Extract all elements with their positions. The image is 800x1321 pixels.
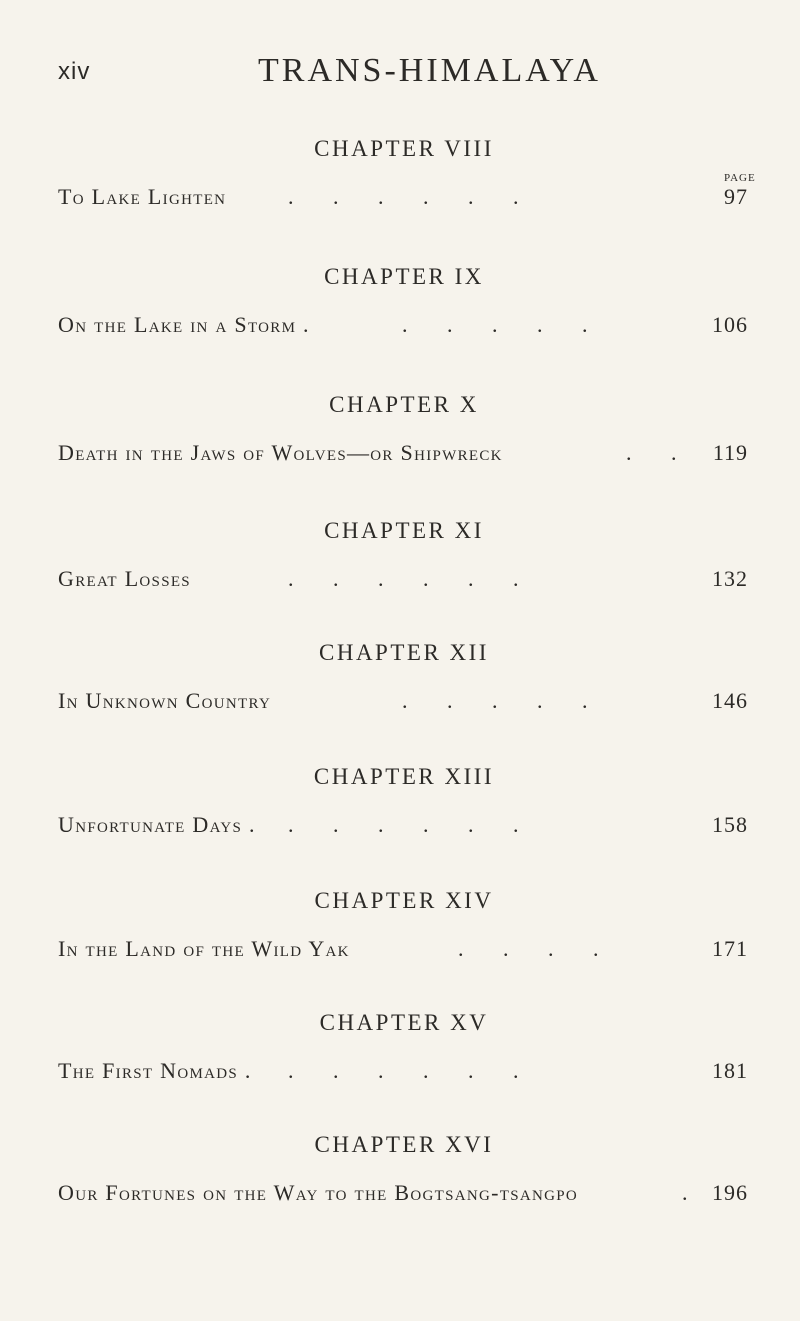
chapter-section [0,264,800,344]
toc-entry[interactable] [58,812,748,842]
entry-title: Unfortunate Days . [58,812,256,837]
chapter-heading: CHAPTER XIV [314,888,494,913]
entry-page-number: 146 [712,688,748,713]
leader-dots: . . . . . [402,312,588,337]
entry-title: Our Fortunes on the Way to the Bogtsang-tsangpo [58,1180,579,1205]
page-folio: xiv [58,58,91,85]
entry-page-number: 181 [712,1058,748,1083]
entry-title: On the Lake in a Storm . [58,312,310,337]
entry-title: The First Nomads . [58,1058,252,1083]
chapter-heading: CHAPTER XI [324,518,484,543]
chapter-heading: CHAPTER X [329,392,479,417]
chapter-section [0,764,800,844]
chapter-section [0,518,800,598]
chapter-section [0,888,800,968]
leader-dots: . . . . . . [288,184,519,209]
chapter-heading: CHAPTER XV [319,1010,489,1035]
chapter-section [0,1010,800,1090]
chapter-section [0,640,800,720]
entry-title: To Lake Lighten [58,184,227,209]
toc-entry[interactable] [58,312,748,342]
chapter-heading: CHAPTER XII [319,640,489,665]
leader-dots: . . . . . . [288,566,519,591]
page-column-label: PAGE [724,172,756,184]
chapter-section [0,136,800,216]
leader-dots: . . . . . . [288,1058,519,1083]
leader-dots: . . . . . . [288,812,519,837]
entry-title: Death in the Jaws of Wolves—or Shipwreck [58,440,503,465]
entry-title: In Unknown Country [58,688,272,713]
chapter-section [0,392,800,472]
chapter-section [0,1132,800,1212]
leader-dots: . [682,1180,688,1205]
toc-entry[interactable] [58,184,748,214]
leader-dots: . . . . [458,936,599,961]
entry-page-number: 171 [712,936,748,961]
running-head [58,52,738,92]
entry-page-number: 132 [712,566,748,591]
chapter-heading: CHAPTER IX [324,264,484,289]
toc-entry[interactable] [58,1058,748,1088]
toc-entry[interactable] [58,566,748,596]
entry-page-number: 158 [712,812,748,837]
toc-entry[interactable] [58,1180,748,1210]
chapter-heading: CHAPTER XIII [313,764,495,789]
toc-entry[interactable] [58,936,748,966]
book-title: TRANS-HIMALAYA [258,52,601,89]
entry-title: Great Losses [58,566,191,591]
entry-page-number: 196 [712,1180,748,1205]
chapter-heading: CHAPTER VIII [314,136,494,161]
toc-entry[interactable] [58,440,748,470]
entry-page-number: 106 [712,312,748,337]
leader-dots: . . . . . [402,688,588,713]
toc-entry[interactable] [58,688,748,718]
entry-page-number: 119 [712,440,748,465]
leader-dots: . . [626,440,677,465]
chapter-heading: CHAPTER XVI [314,1132,494,1157]
entry-title: In the Land of the Wild Yak [58,936,350,961]
entry-page-number: 97 [724,184,748,209]
